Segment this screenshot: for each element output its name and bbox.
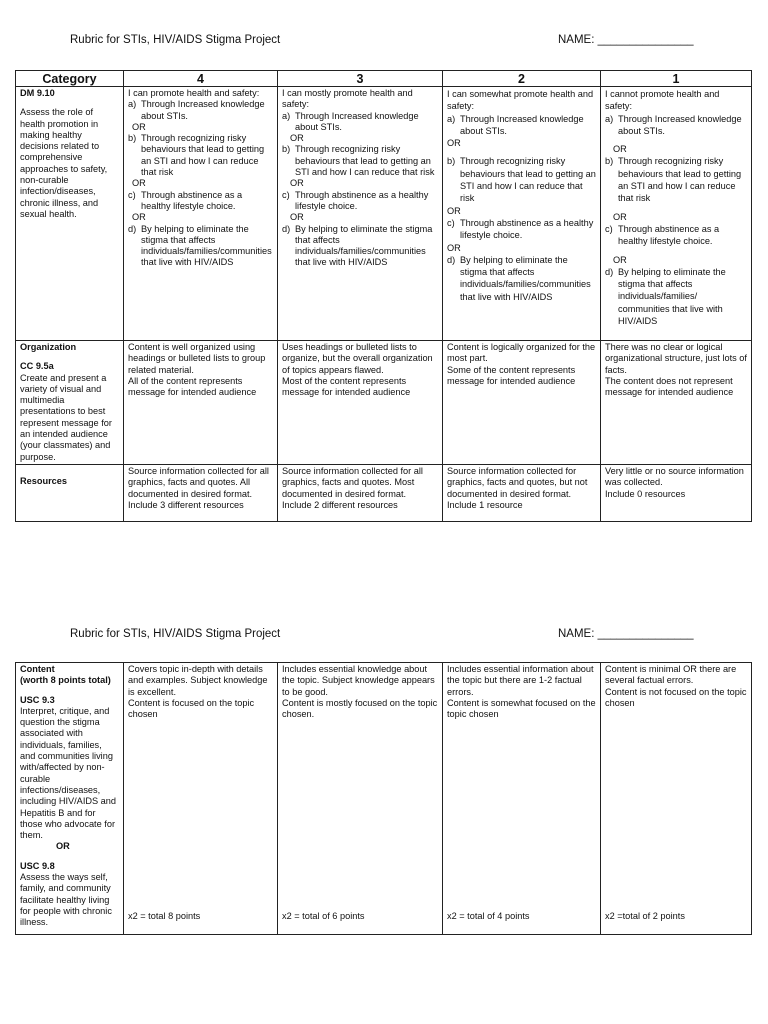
score-2-cell-content bbox=[443, 663, 601, 935]
category-description: Interpret, critique, and question the stigma associated with individuals, families, and communities living with/affected by non-curable infections/diseases, including HIV/AIDS and Hepatitis B and for those who advocate for them. bbox=[20, 705, 117, 841]
category-title: Content bbox=[20, 664, 55, 674]
rubric-title-1: Rubric for STIs, HIV/AIDS Stigma Project bbox=[70, 34, 281, 46]
or-label: OR bbox=[290, 178, 304, 189]
or-label: OR bbox=[132, 121, 146, 132]
score-4-cell-content bbox=[124, 663, 278, 935]
name-field-label-2: NAME: _______________ bbox=[558, 628, 694, 640]
criteria-item-a: a) Through Increased knowledge about STIs. bbox=[605, 113, 742, 136]
criteria-item-d: d) By helping to eliminate the stigma that affects individuals/families/ communities that live with HIV/AIDS bbox=[605, 266, 726, 327]
score-1-cell-resources: Very little or no source information was collected. Include 0 resources bbox=[601, 465, 752, 522]
criteria-intro: I cannot promote health and safety: bbox=[605, 89, 720, 112]
category-code: CC 9.5a bbox=[20, 361, 54, 372]
criteria-item-c: c) Through abstinence as a healthy lifestyle choice. bbox=[605, 223, 720, 247]
table-row-resources bbox=[16, 465, 752, 522]
criteria-text: Includes essential information about the topic but there are 1-2 factual errors. Content is somewhat focused on the topic chosen bbox=[447, 664, 596, 720]
col-header-3: 3 bbox=[278, 71, 443, 87]
criteria-item-d: d) By helping to eliminate the stigma that affects individuals/families/communities that live with HIV/AIDS bbox=[447, 254, 591, 302]
criteria-item-a: a) Through Increased knowledge about STIs. bbox=[282, 110, 419, 132]
score-4-cell-resources: Source information collected for all graphics, facts and quotes. All documented in desired format. Include 3 different resources bbox=[124, 465, 278, 522]
col-header-category: Category bbox=[16, 71, 124, 87]
or-label: OR bbox=[56, 841, 70, 852]
points-text: x2 =total of 2 points bbox=[605, 910, 685, 921]
criteria-text: Content is minimal OR there are several factual errors. Content is not focused on the topic chosen bbox=[605, 664, 747, 708]
criteria-item-b: b) Through recognizing risky behaviours that lead to getting an STI and how I can reduce that risk bbox=[282, 144, 435, 178]
score-4-cell-organization: Content is well organized using headings or bulleted lists to group related material. All of the content represents message for intended audience bbox=[124, 341, 278, 465]
points-text: x2 = total of 4 points bbox=[447, 910, 530, 921]
category-cell-dm bbox=[16, 87, 124, 341]
category-description: Assess the ways self, family, and community facilitate healthy living for people with chronic illness. bbox=[20, 872, 112, 928]
criteria-intro: I can promote health and safety: bbox=[128, 88, 260, 98]
category-cell-content bbox=[16, 663, 124, 935]
score-2-cell-dm bbox=[443, 87, 601, 341]
col-header-1: 1 bbox=[601, 71, 752, 87]
rubric-table-1 bbox=[15, 70, 752, 522]
score-1-cell-dm bbox=[601, 87, 752, 341]
or-label: OR bbox=[290, 212, 304, 223]
or-label: OR bbox=[447, 242, 461, 253]
score-1-cell-content bbox=[601, 663, 752, 935]
criteria-item-d: d) By helping to eliminate the stigma that affects individuals/families/communities that live with HIV/AIDS bbox=[128, 223, 272, 268]
or-label: OR bbox=[290, 133, 304, 144]
or-label: OR bbox=[447, 138, 461, 149]
table-row-organization bbox=[16, 341, 752, 465]
criteria-item-c: c) Through abstinence as a healthy lifestyle choice. bbox=[128, 189, 243, 211]
score-4-cell-dm bbox=[124, 87, 278, 341]
criteria-text: Includes essential knowledge about the topic. Subject knowledge appears to be good. Content is mostly focused on the topic chosen. bbox=[282, 664, 438, 720]
criteria-item-c: c) Through abstinence as a healthy lifestyle choice. bbox=[282, 189, 429, 211]
table-row-content bbox=[16, 663, 752, 935]
category-title: Organization bbox=[20, 342, 77, 352]
score-2-cell-resources: Source information collected for graphics, facts and quotes, but not documented in desired format. Include 1 resource bbox=[443, 465, 601, 522]
criteria-item-b: b) Through recognizing risky behaviours that lead to getting an STI and how I can reduce that risk bbox=[128, 133, 265, 178]
rubric-table-2 bbox=[15, 662, 752, 935]
category-title: Resources bbox=[20, 476, 67, 486]
category-code: USC 9.3 bbox=[20, 694, 55, 705]
category-code: DM 9.10 bbox=[20, 88, 55, 98]
points-text: x2 = total of 6 points bbox=[282, 910, 365, 921]
category-code: USC 9.8 bbox=[20, 860, 55, 871]
score-3-cell-resources: Source information collected for all graphics, facts and quotes. Most documented in desired format. Include 2 different resources bbox=[278, 465, 443, 522]
score-3-cell-dm bbox=[278, 87, 443, 341]
or-label: OR bbox=[613, 144, 627, 155]
criteria-intro: I can somewhat promote health and safety: bbox=[447, 89, 594, 112]
points-text: x2 = total 8 points bbox=[128, 910, 201, 921]
or-label: OR bbox=[613, 254, 627, 265]
category-description: Create and present a variety of visual and multimedia presentations to best represent message for an intended audience (your classmates) and purpose. bbox=[20, 372, 112, 462]
name-field-label-1: NAME: _______________ bbox=[558, 34, 694, 46]
score-3-cell-organization: Uses headings or bulleted lists to organize, but the overall organization of topics appears flawed. Most of the content represents message for intended audience bbox=[278, 341, 443, 465]
col-header-2: 2 bbox=[443, 71, 601, 87]
category-subtitle: (worth 8 points total) bbox=[20, 675, 111, 686]
table-header-row bbox=[16, 71, 752, 87]
criteria-item-d: d) By helping to eliminate the stigma that affects individuals/families/communities that live with HIV/AIDS bbox=[282, 223, 433, 268]
or-label: OR bbox=[132, 212, 146, 223]
or-label: OR bbox=[132, 178, 146, 189]
criteria-item-a: a) Through Increased knowledge about STIs. bbox=[447, 113, 584, 136]
criteria-text: Covers topic in-depth with details and examples. Subject knowledge is excellent. Content is focused on the topic chosen bbox=[128, 664, 268, 720]
category-cell-resources bbox=[16, 465, 124, 522]
criteria-item-a: a) Through Increased knowledge about STIs. bbox=[128, 99, 265, 121]
or-label: OR bbox=[613, 211, 627, 222]
category-description: Assess the role of health promotion in making healthy decisions related to comprehensive approaches to safety, non-curable infection/diseases, chronic illness, and sexual health. bbox=[20, 107, 108, 219]
score-1-cell-organization: There was no clear or logical organizational structure, just lots of facts. The content does not represent message for intended audience bbox=[601, 341, 752, 465]
score-3-cell-content bbox=[278, 663, 443, 935]
rubric-title-2: Rubric for STIs, HIV/AIDS Stigma Project bbox=[70, 628, 281, 640]
col-header-4: 4 bbox=[124, 71, 278, 87]
criteria-item-b: b) Through recognizing risky behaviours that lead to getting an STI and how I can reduce that risk bbox=[447, 156, 596, 204]
criteria-item-c: c) Through abstinence as a healthy lifestyle choice. bbox=[447, 217, 594, 241]
or-label: OR bbox=[447, 205, 461, 216]
table-row-dm bbox=[16, 87, 752, 341]
criteria-intro: I can mostly promote health and safety: bbox=[282, 88, 413, 110]
criteria-item-b: b) Through recognizing risky behaviours that lead to getting an STI and how I can reduce that risk bbox=[605, 156, 742, 204]
score-2-cell-organization: Content is logically organized for the most part. Some of the content represents message for intended audience bbox=[443, 341, 601, 465]
category-cell-organization bbox=[16, 341, 124, 465]
